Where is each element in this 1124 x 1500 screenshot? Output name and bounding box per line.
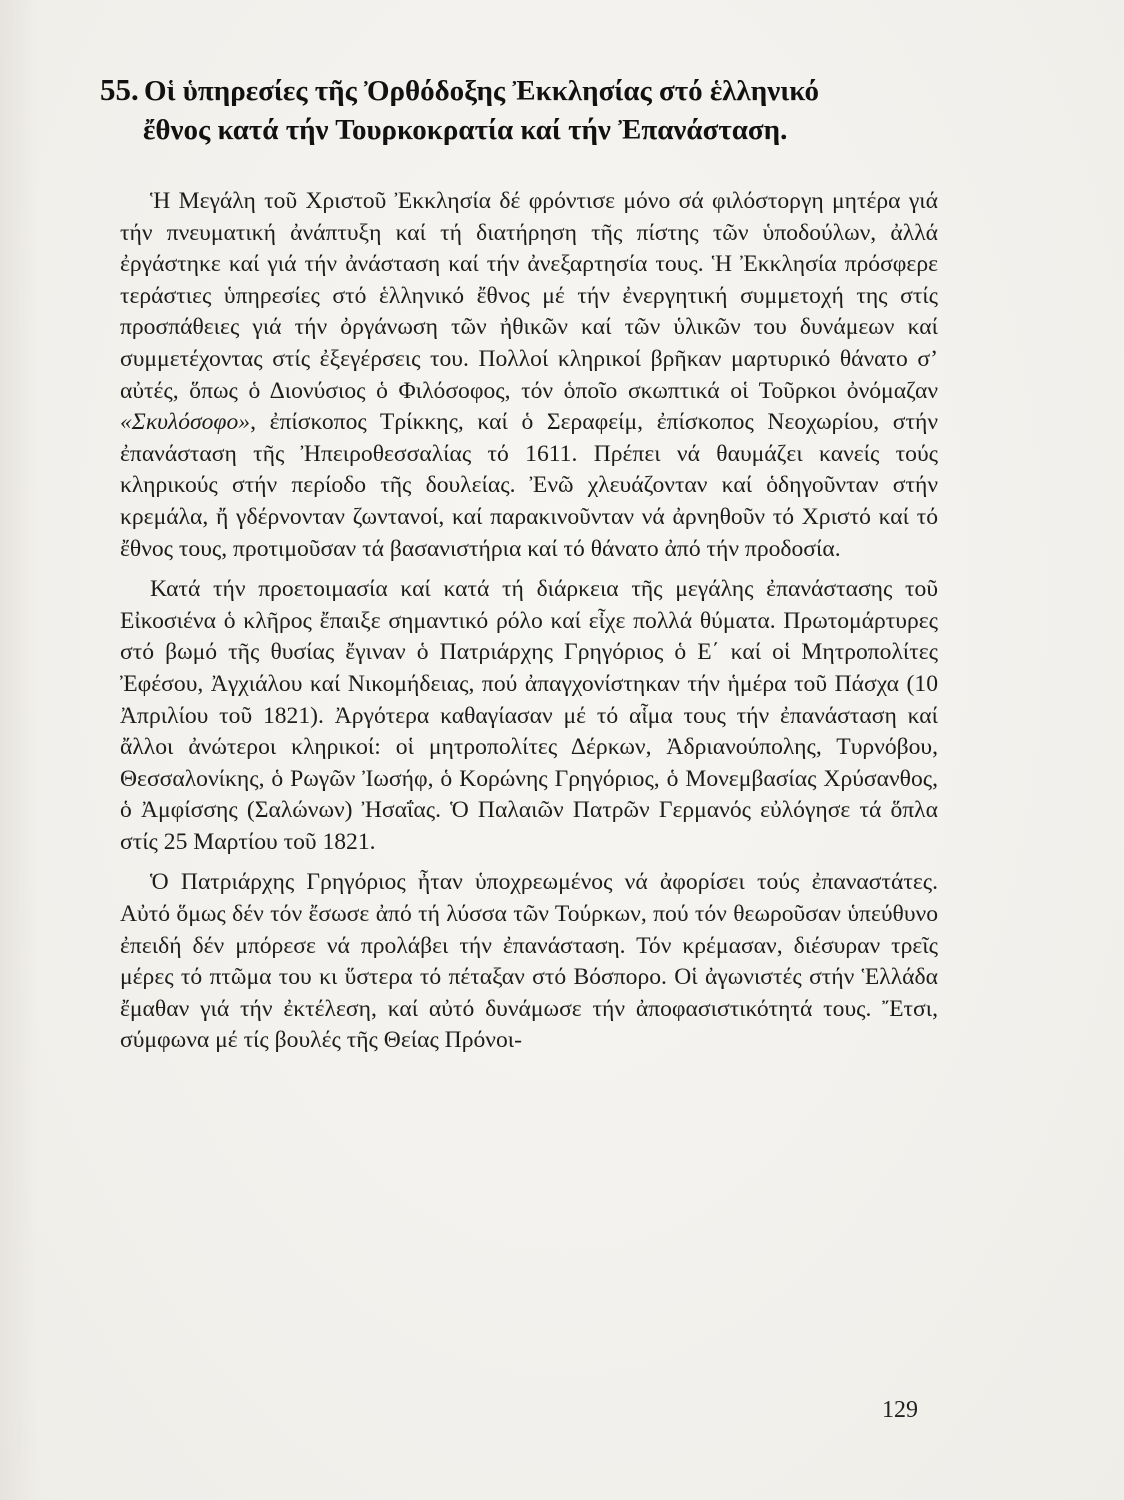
section-number: 55. xyxy=(100,72,139,107)
heading-line-1 xyxy=(100,70,980,111)
section-heading xyxy=(100,70,980,150)
paragraph-2: Κατά τήν προετοιμασία καί κατά τή διάρκεια τῆς μεγάλης ἐπανάστασης τοῦ Εἰκοσιένα ὁ κλῆρος ἔπαιξε σημαντικό ρόλο καί εἶχε πολλά θύματα. Πρωτομάρτυρες στό βωμό τῆς θυσίας ἔγιναν ὁ Πατριάρχης Γρηγόριος ὁ Ε΄ καί οἱ Μητροπολίτες Ἐφέσου, Ἀγχιάλου καί Νικομήδειας, πού ἀπαγχονίστηκαν τήν ἡμέρα τοῦ Πάσχα (10 Ἀπριλίου τοῦ 1821). Ἀργότερα καθαγίασαν μέ τό αἷμα τους τήν ἐπανάσταση καί ἄλλοι ἀνώτεροι κληρικοί: οἱ μητροπολίτες Δέρκων, Ἀδριανούπολης, Τυρνόβου, Θεσσαλονίκης, ὁ Ρωγῶν Ἰωσήφ, ὁ Κορώνης Γρηγόριος, ὁ Μονεμβασίας Χρύσανθος, ὁ Ἀμφίσσης (Σαλώνων) Ἠσαΐας. Ὁ Παλαιῶν Πατρῶν Γερμανός εὐλόγησε τά ὅπλα στίς 25 Μαρτίου τοῦ 1821. xyxy=(120,576,938,855)
page-number: 129 xyxy=(882,1397,918,1423)
body-text xyxy=(120,186,938,1057)
heading-text-1: Οἱ ὑπηρεσίες τῆς Ὀρθόδοξης Ἐκκλησίας στό ἑλληνικό xyxy=(144,75,819,107)
paragraph-1 xyxy=(120,186,938,565)
page-edge-shadow xyxy=(0,0,38,1500)
paragraph-1-part-2: , ἐπίσκοπος Τρίκκης, καί ὁ Σεραφείμ, ἐπίσκοπος Νεοχωρίου, στήν ἐπανάσταση τῆς Ἠπειροθεσσαλίας τό 1611. Πρέπει νά θαυμάζει κανείς τούς κληρικούς στήν περίοδο τῆς δουλείας. Ἐνῶ χλευάζονταν καί ὁδηγοῦνταν στήν κρεμάλα, ἤ γδέρνονταν ζωντανοί, καί παρακινοῦνταν νά ἀρνηθοῦν τό Χριστό καί τό ἔθνος τους, προτιμοῦσαν τά βασανιστήρια καί τό θάνατο ἀπό τήν προδοσία. xyxy=(120,409,938,562)
paragraph-1-emphasis: «Σκυλόσοφο» xyxy=(120,409,251,436)
paragraph-1-part-1: Ἡ Μεγάλη τοῦ Χριστοῦ Ἐκκλησία δέ φρόντισε μόνο σά φιλόστοργη μητέρα γιά τήν πνευματική ἀνάπτυξη καί τή διατήρηση τῆς πίστης τῶν ὑποδούλων, ἀλλά ἐργάστηκε καί γιά τήν ἀνάσταση καί τήν ἀνεξαρτησία τους. Ἡ Ἐκκλησία πρόσφερε τεράστιες ὑπηρεσίες στό ἑλληνικό ἔθνος μέ τήν ἐνεργητική συμμετοχή της στίς προσπάθειες γιά τήν ὀργάνωση τῶν ἠθικῶν καί τῶν ὑλικῶν του δυνάμεων καί συμμετέχοντας στίς ἐξεγέρσεις του. Πολλοί κληρικοί βρῆκαν μαρτυρικό θάνατο σ’ αὐτές, ὅπως ὁ Διονύσιος ὁ Φιλόσοφος, τόν ὁποῖο σκωπτικά οἱ Τοῦρκοι ὀνόμαζαν xyxy=(120,188,938,404)
paragraph-3: Ὁ Πατριάρχης Γρηγόριος ἦταν ὑποχρεωμένος νά ἀφορίσει τούς ἐπαναστάτες. Αὐτό ὅμως δέν τόν ἔσωσε ἀπό τή λύσσα τῶν Τούρκων, πού τόν θεωροῦσαν ὑπεύθυνο ἐπειδή δέν μπόρεσε νά προλάβει τήν ἐπανάσταση. Τόν κρέμασαν, διέσυραν τρεῖς μέρες τό πτῶμα του κι ὕστερα τό πέταξαν στό Βόσπορο. Οἱ ἀγωνιστές στήν Ἑλλάδα ἔμαθαν γιά τήν ἐκτέλεση, καί αὐτό δυνάμωσε τήν ἀποφασιστικότητά τους. Ἔτσι, σύμφωνα μέ τίς βουλές τῆς Θείας Πρόνοι- xyxy=(120,869,938,1054)
heading-line-2: ἔθνος κατά τήν Τουρκοκρατία καί τήν Ἐπανάσταση. xyxy=(143,114,788,146)
